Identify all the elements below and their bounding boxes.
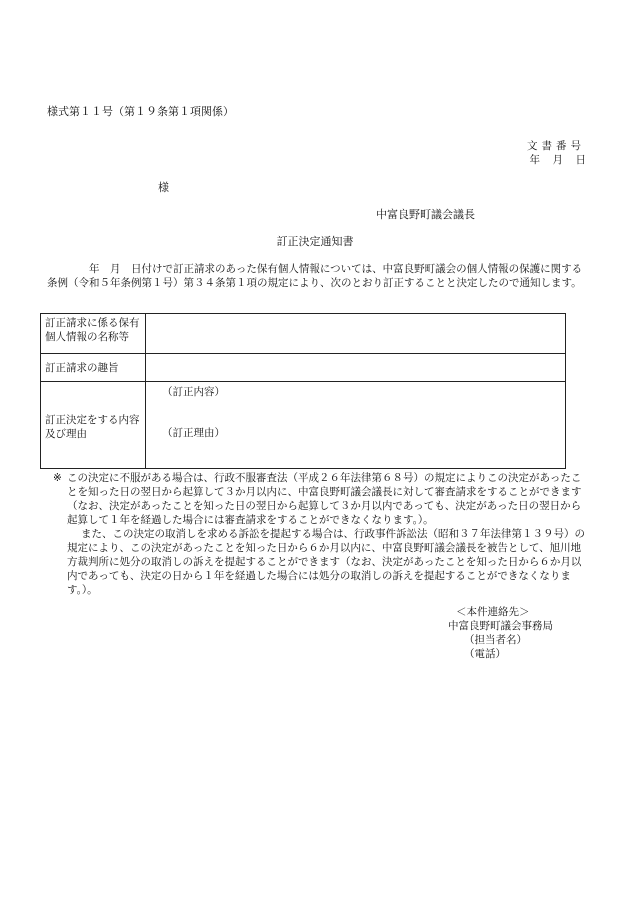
correction-reason-label: （訂正理由） <box>162 427 225 439</box>
table-row-decision-content <box>41 382 566 469</box>
decision-details-table <box>40 313 566 469</box>
note-paragraph-appeal: この決定に不服がある場合は、行政不服審査法（平成２６年法律第６８号）の規定によりこの決定があったことを知った日の翌日から起算して３か月以内に、中富良野町議会議長に対して審査請求をすることができます（なお、決定があったことを知った日の翌日から起算して３か月以内であっても、決定があった日の翌日から起算して１年を経過した場合には審査請求をすることができなくなります。）。 <box>67 472 582 526</box>
document-title: 訂正決定通知書 <box>276 235 354 248</box>
note-paragraph-lawsuit: また、この決定の取消しを求める訴訟を提起する場合は、行政事件訴訟法（昭和３７年法律第１３９号）の規定により、この決定があったことを知った日から６か月以内に、中富良野町議会議長を被告として、旭川地方裁判所に処分の取消しの訴えを提起することができます（なお、決定があったことを知った日から６か月以内であっても、決定の日から１年を経過した場合には処分の取消しの訴えを提起することができなくなります。）。 <box>67 528 585 596</box>
issuer-name: 中富良野町議会議長 <box>376 208 475 221</box>
recipient-honorific: 様 <box>158 181 169 194</box>
requested-info-label: 訂正請求に係る保有個人情報の名称等 <box>45 317 140 343</box>
table-row-request-purpose <box>41 354 566 382</box>
decision-content-label: 訂正決定をする内容及び理由 <box>45 414 140 440</box>
request-purpose-value <box>146 354 566 382</box>
contact-block <box>448 605 553 661</box>
body-paragraph: 年 月 日付けで訂正請求のあった保有個人情報については、中富良野町議会の個人情報の保護に関する条例（令和５年条例第１号）第３４条第１項の規定により、次のとおり訂正することと決定したので通知します。 <box>47 263 583 289</box>
correction-content-label: （訂正内容） <box>162 386 225 398</box>
contact-office: 中富良野町議会事務局 <box>448 620 553 632</box>
requested-info-value <box>146 314 566 354</box>
table-label-cell <box>41 382 146 469</box>
contact-heading: ＜本件連絡先＞ <box>456 606 530 618</box>
document-number-label: 文書番号 <box>527 140 585 152</box>
note-mark: ※ <box>53 472 62 484</box>
table-label-cell <box>41 354 146 382</box>
table-label-cell <box>41 314 146 354</box>
appeal-notes <box>53 471 585 597</box>
contact-phone: （電話） <box>464 648 506 660</box>
document-date-label: 年 月 日 <box>529 154 587 166</box>
contact-person: （担当者名） <box>464 634 527 646</box>
decision-content-value <box>146 382 566 469</box>
table-row-requested-info <box>41 314 566 354</box>
form-number: 様式第１１号（第１９条第１項関係） <box>47 105 234 118</box>
request-purpose-label: 訂正請求の趣旨 <box>45 362 119 374</box>
